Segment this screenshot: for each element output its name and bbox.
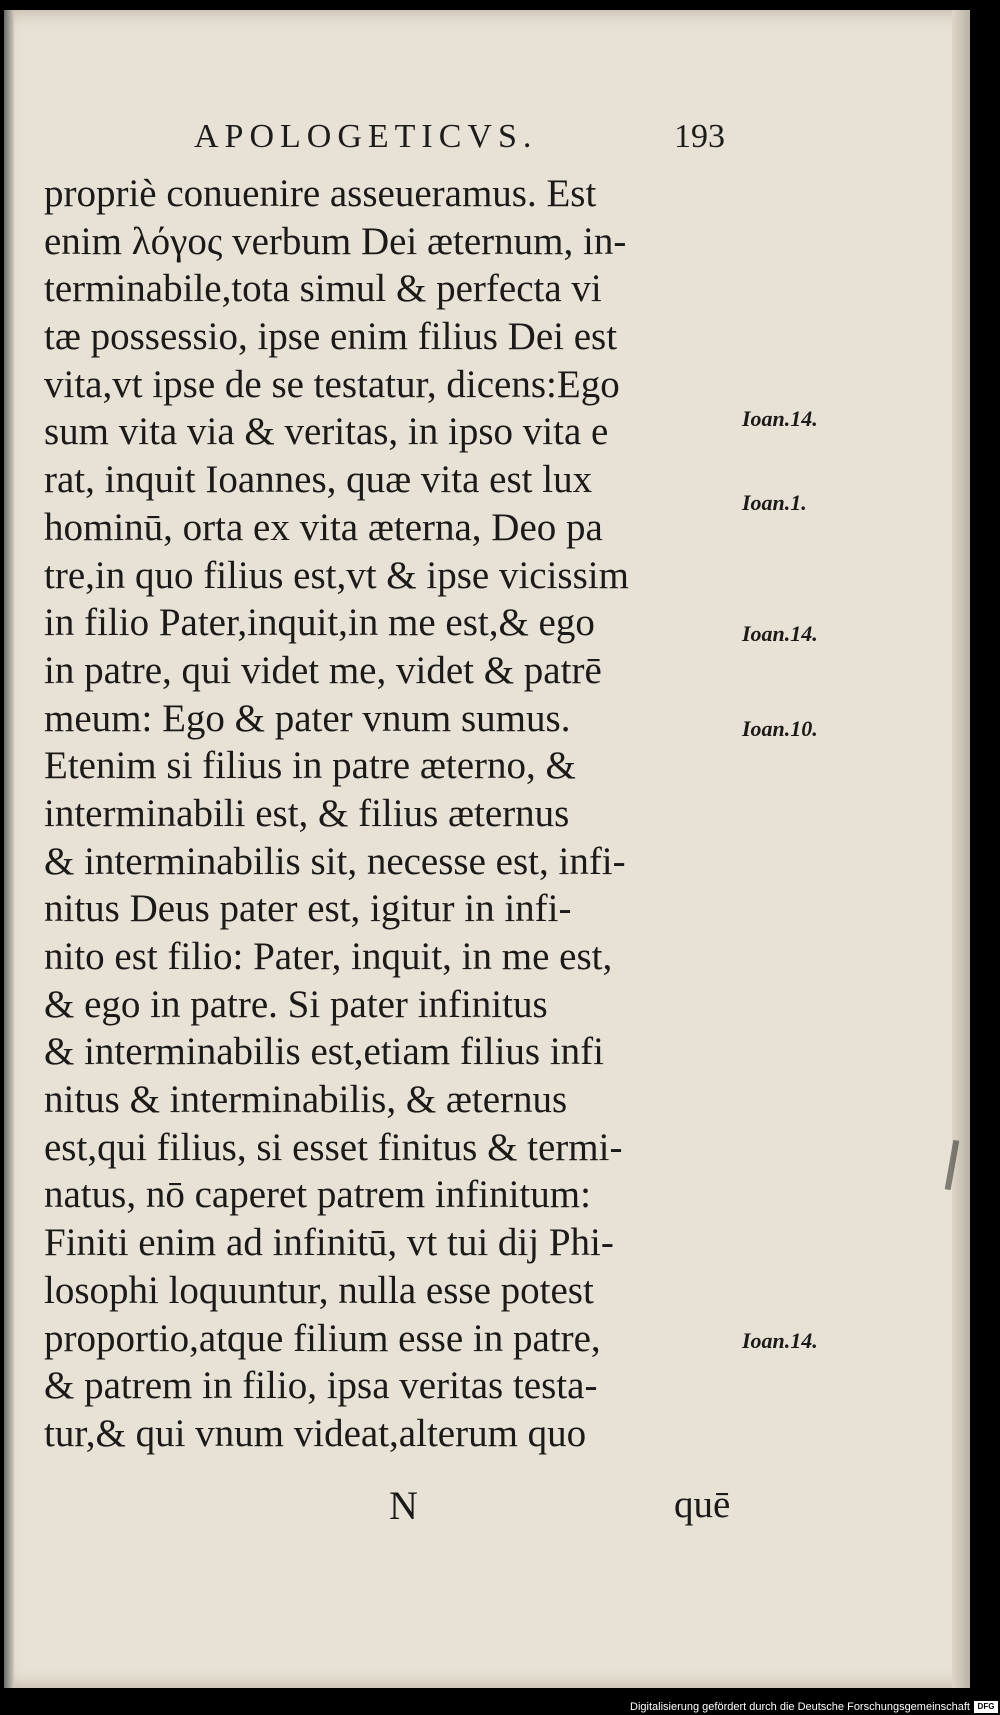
- text-line: proportio,atque filium esse in patre,: [44, 1316, 601, 1360]
- marginal-reference: Ioan.14.: [742, 621, 818, 646]
- text-line: & interminabilis est,etiam filius infi: [44, 1030, 604, 1074]
- text-line: interminabili est, & filius æternus: [44, 791, 570, 835]
- text-line: & interminabilis sit, necesse est, infi-: [44, 839, 626, 883]
- text-line: in patre, qui videt me, videt & patrē: [44, 648, 602, 692]
- text-line: est,qui filius, si esset finitus & termi-: [44, 1125, 623, 1169]
- page-number: 193: [674, 118, 725, 155]
- page-gutter: [4, 10, 14, 1688]
- text-line: nito est filio: Pater, inquit, in me est,: [44, 935, 613, 978]
- text-line: tæ possessio, ipse enim filius Dei est: [44, 315, 618, 359]
- book-page: [4, 10, 970, 1688]
- text-line: rat, inquit Ioannes, quæ vita est lux: [44, 458, 593, 502]
- text-line: hominū, orta ex vita æterna, Deo pa: [44, 505, 603, 549]
- marginal-reference: Ioan.14.: [742, 1328, 818, 1353]
- text-line: Etenim si filius in patre æterno, &: [44, 744, 576, 788]
- catchword: quē: [674, 1483, 731, 1526]
- page-fore-edge: [952, 10, 970, 1688]
- running-head: APOLOGETICVS.: [194, 118, 538, 155]
- text-line: propriè conuenire asseueramus. Est: [44, 172, 597, 215]
- text-line: vita,vt ipse de se testatur, dicens:Ego: [44, 362, 620, 406]
- signature-mark: N: [389, 1483, 418, 1528]
- text-line: meum: Ego & pater vnum sumus.: [44, 696, 571, 740]
- marginal-reference: Ioan.14.: [742, 406, 818, 431]
- text-line: sum vita via & veritas, in ipso vita e: [44, 410, 609, 454]
- text-line: nitus & interminabilis, & æternus: [44, 1078, 568, 1122]
- text-line: terminabile,tota simul & perfecta vi: [44, 267, 602, 311]
- dfg-logo: DFG: [974, 1701, 998, 1713]
- text-line: enim λόγος verbum Dei æternum, in-: [44, 219, 627, 263]
- body-text: [44, 170, 744, 1458]
- text-line: losophi loquuntur, nulla esse potest: [44, 1268, 594, 1312]
- text-line: natus, nō caperet patrem infinitum:: [44, 1173, 591, 1217]
- text-line: tre,in quo filius est,vt & ipse vicissim: [44, 553, 629, 597]
- text-line: tur,& qui vnum videat,alterum quo: [44, 1411, 587, 1455]
- text-line: Finiti enim ad infinitū, vt tui dij Phi-: [44, 1221, 614, 1265]
- text-line: & patrem in filio, ipsa veritas testa-: [44, 1364, 598, 1408]
- text-line: & ego in patre. Si pater infinitus: [44, 982, 548, 1026]
- text-line: in filio Pater,inquit,in me est,& ego: [44, 601, 595, 645]
- digitization-credit: Digitalisierung gefördert durch die Deutsche Forschungsgemeinschaft: [630, 1701, 970, 1713]
- marginal-reference: Ioan.1.: [742, 490, 807, 515]
- text-line: nitus Deus pater est, igitur in infi-: [44, 887, 572, 931]
- marginal-reference: Ioan.10.: [742, 716, 818, 741]
